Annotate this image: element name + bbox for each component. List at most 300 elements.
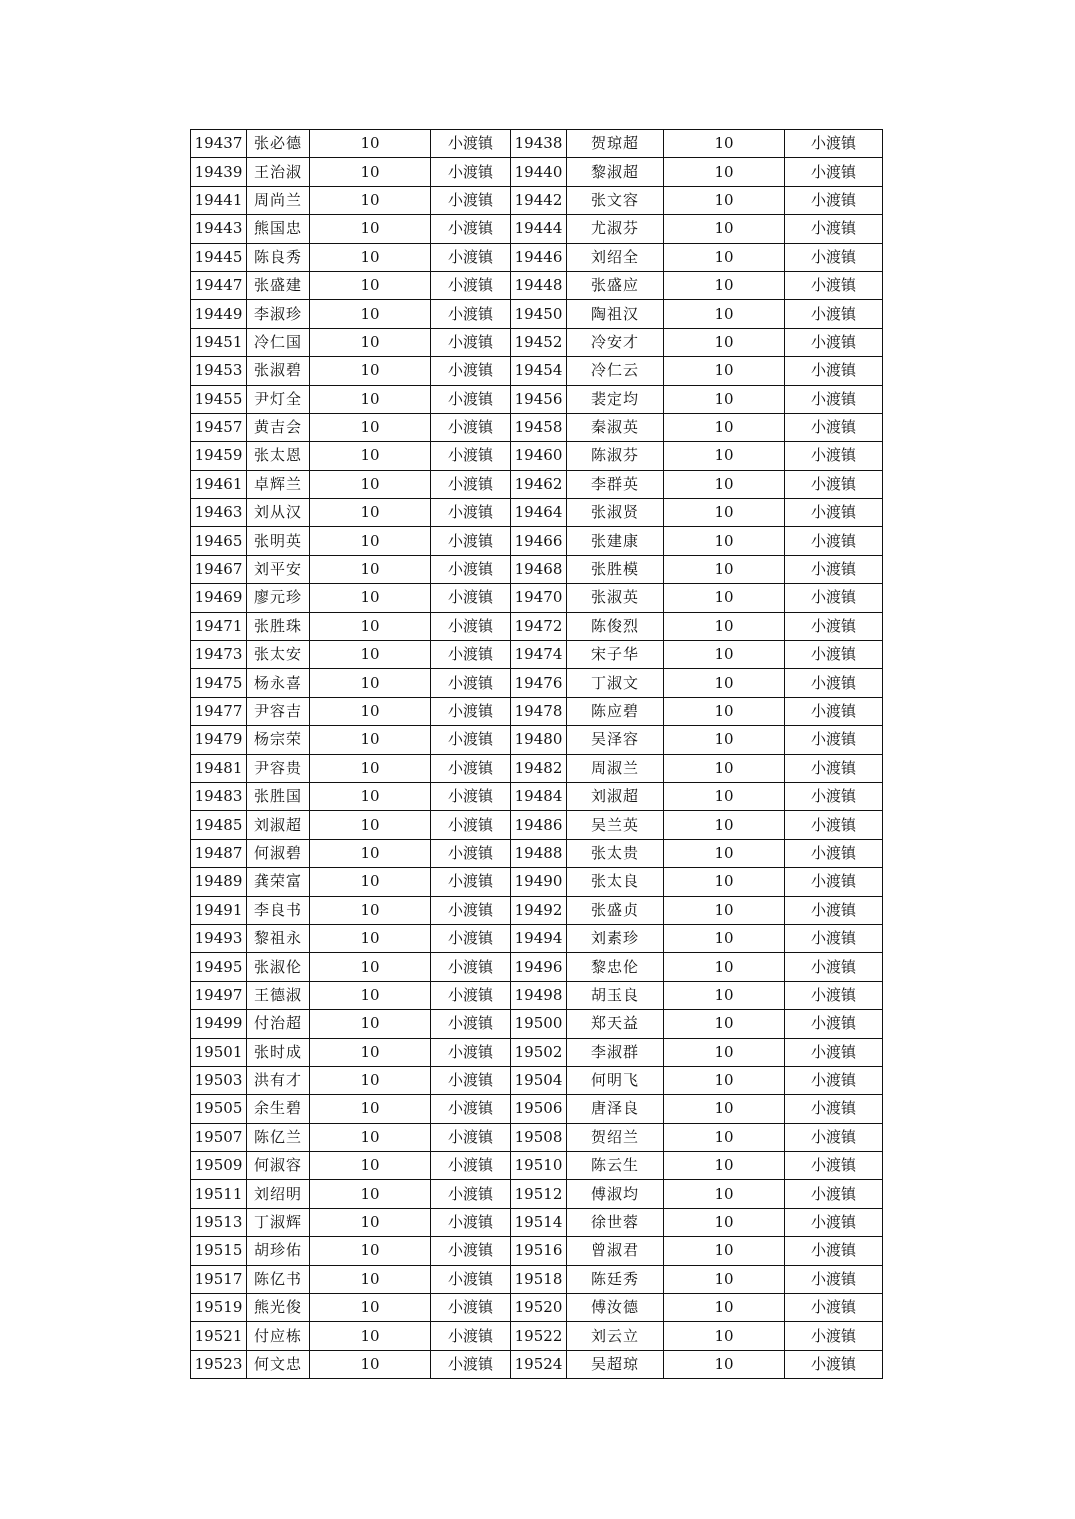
town-cell: 小渡镇 bbox=[431, 584, 511, 612]
amount-cell: 10 bbox=[310, 130, 431, 158]
id-cell: 19454 bbox=[511, 357, 567, 385]
id-cell: 19501 bbox=[191, 1038, 247, 1066]
name-cell: 张太恩 bbox=[247, 442, 310, 470]
name-cell: 黎淑超 bbox=[567, 158, 664, 186]
table-row bbox=[191, 839, 883, 867]
town-cell: 小渡镇 bbox=[431, 1265, 511, 1293]
amount-cell: 10 bbox=[310, 215, 431, 243]
amount-cell: 10 bbox=[310, 754, 431, 782]
id-cell: 19449 bbox=[191, 300, 247, 328]
amount-cell: 10 bbox=[310, 1294, 431, 1322]
name-cell: 周淑兰 bbox=[567, 754, 664, 782]
amount-cell: 10 bbox=[310, 385, 431, 413]
town-cell: 小渡镇 bbox=[785, 726, 883, 754]
table-row bbox=[191, 697, 883, 725]
id-cell: 19509 bbox=[191, 1152, 247, 1180]
town-cell: 小渡镇 bbox=[431, 1038, 511, 1066]
name-cell: 陈亿书 bbox=[247, 1265, 310, 1293]
town-cell: 小渡镇 bbox=[431, 470, 511, 498]
amount-cell: 10 bbox=[664, 1350, 785, 1378]
name-cell: 吴泽容 bbox=[567, 726, 664, 754]
town-cell: 小渡镇 bbox=[785, 1350, 883, 1378]
id-cell: 19457 bbox=[191, 413, 247, 441]
name-cell: 张太安 bbox=[247, 641, 310, 669]
amount-cell: 10 bbox=[310, 726, 431, 754]
id-cell: 19492 bbox=[511, 896, 567, 924]
table-row bbox=[191, 896, 883, 924]
id-cell: 19473 bbox=[191, 641, 247, 669]
amount-cell: 10 bbox=[310, 1322, 431, 1350]
name-cell: 李淑群 bbox=[567, 1038, 664, 1066]
table-row bbox=[191, 612, 883, 640]
town-cell: 小渡镇 bbox=[785, 527, 883, 555]
id-cell: 19489 bbox=[191, 868, 247, 896]
amount-cell: 10 bbox=[310, 981, 431, 1009]
name-cell: 冷仁云 bbox=[567, 357, 664, 385]
amount-cell: 10 bbox=[664, 300, 785, 328]
town-cell: 小渡镇 bbox=[785, 697, 883, 725]
name-cell: 廖元珍 bbox=[247, 584, 310, 612]
amount-cell: 10 bbox=[664, 555, 785, 583]
table-row bbox=[191, 981, 883, 1009]
table-row bbox=[191, 385, 883, 413]
table-row bbox=[191, 130, 883, 158]
id-cell: 19490 bbox=[511, 868, 567, 896]
town-cell: 小渡镇 bbox=[785, 186, 883, 214]
amount-cell: 10 bbox=[310, 641, 431, 669]
amount-cell: 10 bbox=[310, 328, 431, 356]
name-cell: 龚荣富 bbox=[247, 868, 310, 896]
name-cell: 王德淑 bbox=[247, 981, 310, 1009]
name-cell: 张太贵 bbox=[567, 839, 664, 867]
town-cell: 小渡镇 bbox=[431, 385, 511, 413]
table-row bbox=[191, 300, 883, 328]
id-cell: 19517 bbox=[191, 1265, 247, 1293]
id-cell: 19437 bbox=[191, 130, 247, 158]
name-cell: 刘绍明 bbox=[247, 1180, 310, 1208]
town-cell: 小渡镇 bbox=[785, 924, 883, 952]
name-cell: 陈淑芬 bbox=[567, 442, 664, 470]
table-row bbox=[191, 669, 883, 697]
name-cell: 何淑容 bbox=[247, 1152, 310, 1180]
id-cell: 19510 bbox=[511, 1152, 567, 1180]
town-cell: 小渡镇 bbox=[431, 811, 511, 839]
amount-cell: 10 bbox=[310, 442, 431, 470]
name-cell: 张胜模 bbox=[567, 555, 664, 583]
id-cell: 19463 bbox=[191, 499, 247, 527]
id-cell: 19503 bbox=[191, 1066, 247, 1094]
id-cell: 19446 bbox=[511, 243, 567, 271]
amount-cell: 10 bbox=[310, 499, 431, 527]
town-cell: 小渡镇 bbox=[785, 1152, 883, 1180]
id-cell: 19512 bbox=[511, 1180, 567, 1208]
town-cell: 小渡镇 bbox=[431, 555, 511, 583]
name-cell: 刘云立 bbox=[567, 1322, 664, 1350]
roster-table bbox=[190, 129, 883, 1379]
table-row bbox=[191, 271, 883, 299]
amount-cell: 10 bbox=[310, 243, 431, 271]
name-cell: 冷仁国 bbox=[247, 328, 310, 356]
amount-cell: 10 bbox=[310, 669, 431, 697]
id-cell: 19519 bbox=[191, 1294, 247, 1322]
table-row bbox=[191, 442, 883, 470]
id-cell: 19499 bbox=[191, 1010, 247, 1038]
town-cell: 小渡镇 bbox=[431, 1066, 511, 1094]
table-row bbox=[191, 527, 883, 555]
amount-cell: 10 bbox=[310, 697, 431, 725]
name-cell: 张盛贞 bbox=[567, 896, 664, 924]
town-cell: 小渡镇 bbox=[785, 1294, 883, 1322]
amount-cell: 10 bbox=[310, 1152, 431, 1180]
name-cell: 张建康 bbox=[567, 527, 664, 555]
town-cell: 小渡镇 bbox=[785, 243, 883, 271]
name-cell: 何明飞 bbox=[567, 1066, 664, 1094]
town-cell: 小渡镇 bbox=[785, 1123, 883, 1151]
town-cell: 小渡镇 bbox=[785, 555, 883, 583]
town-cell: 小渡镇 bbox=[431, 1123, 511, 1151]
name-cell: 黎祖永 bbox=[247, 924, 310, 952]
town-cell: 小渡镇 bbox=[431, 442, 511, 470]
name-cell: 吴超琼 bbox=[567, 1350, 664, 1378]
amount-cell: 10 bbox=[310, 811, 431, 839]
name-cell: 陈应碧 bbox=[567, 697, 664, 725]
id-cell: 19484 bbox=[511, 782, 567, 810]
table-row bbox=[191, 1265, 883, 1293]
table-row bbox=[191, 1322, 883, 1350]
id-cell: 19460 bbox=[511, 442, 567, 470]
town-cell: 小渡镇 bbox=[431, 924, 511, 952]
id-cell: 19451 bbox=[191, 328, 247, 356]
town-cell: 小渡镇 bbox=[785, 896, 883, 924]
amount-cell: 10 bbox=[664, 1095, 785, 1123]
town-cell: 小渡镇 bbox=[785, 641, 883, 669]
table-row bbox=[191, 1066, 883, 1094]
amount-cell: 10 bbox=[664, 1265, 785, 1293]
id-cell: 19476 bbox=[511, 669, 567, 697]
id-cell: 19444 bbox=[511, 215, 567, 243]
name-cell: 李群英 bbox=[567, 470, 664, 498]
name-cell: 刘淑超 bbox=[247, 811, 310, 839]
town-cell: 小渡镇 bbox=[785, 981, 883, 1009]
amount-cell: 10 bbox=[664, 1294, 785, 1322]
name-cell: 张明英 bbox=[247, 527, 310, 555]
name-cell: 刘淑超 bbox=[567, 782, 664, 810]
id-cell: 19479 bbox=[191, 726, 247, 754]
amount-cell: 10 bbox=[664, 470, 785, 498]
town-cell: 小渡镇 bbox=[431, 1152, 511, 1180]
amount-cell: 10 bbox=[664, 782, 785, 810]
town-cell: 小渡镇 bbox=[431, 413, 511, 441]
table-row bbox=[191, 158, 883, 186]
id-cell: 19440 bbox=[511, 158, 567, 186]
amount-cell: 10 bbox=[664, 868, 785, 896]
table-row bbox=[191, 186, 883, 214]
amount-cell: 10 bbox=[664, 1123, 785, 1151]
name-cell: 冷安才 bbox=[567, 328, 664, 356]
id-cell: 19448 bbox=[511, 271, 567, 299]
town-cell: 小渡镇 bbox=[431, 868, 511, 896]
name-cell: 杨宗荣 bbox=[247, 726, 310, 754]
town-cell: 小渡镇 bbox=[785, 612, 883, 640]
table-row bbox=[191, 413, 883, 441]
name-cell: 秦淑英 bbox=[567, 413, 664, 441]
amount-cell: 10 bbox=[310, 953, 431, 981]
id-cell: 19439 bbox=[191, 158, 247, 186]
id-cell: 19458 bbox=[511, 413, 567, 441]
id-cell: 19508 bbox=[511, 1123, 567, 1151]
amount-cell: 10 bbox=[310, 1180, 431, 1208]
name-cell: 熊光俊 bbox=[247, 1294, 310, 1322]
id-cell: 19480 bbox=[511, 726, 567, 754]
name-cell: 唐泽良 bbox=[567, 1095, 664, 1123]
name-cell: 张淑碧 bbox=[247, 357, 310, 385]
id-cell: 19504 bbox=[511, 1066, 567, 1094]
id-cell: 19496 bbox=[511, 953, 567, 981]
name-cell: 刘绍全 bbox=[567, 243, 664, 271]
amount-cell: 10 bbox=[310, 1095, 431, 1123]
id-cell: 19447 bbox=[191, 271, 247, 299]
id-cell: 19442 bbox=[511, 186, 567, 214]
table-row bbox=[191, 1350, 883, 1378]
id-cell: 19520 bbox=[511, 1294, 567, 1322]
amount-cell: 10 bbox=[310, 1265, 431, 1293]
id-cell: 19465 bbox=[191, 527, 247, 555]
town-cell: 小渡镇 bbox=[431, 1237, 511, 1265]
town-cell: 小渡镇 bbox=[785, 385, 883, 413]
id-cell: 19464 bbox=[511, 499, 567, 527]
table-row bbox=[191, 584, 883, 612]
name-cell: 尹灯全 bbox=[247, 385, 310, 413]
town-cell: 小渡镇 bbox=[431, 697, 511, 725]
table-row bbox=[191, 499, 883, 527]
name-cell: 张盛应 bbox=[567, 271, 664, 299]
id-cell: 19494 bbox=[511, 924, 567, 952]
town-cell: 小渡镇 bbox=[431, 669, 511, 697]
id-cell: 19488 bbox=[511, 839, 567, 867]
name-cell: 张胜国 bbox=[247, 782, 310, 810]
name-cell: 裴定均 bbox=[567, 385, 664, 413]
amount-cell: 10 bbox=[664, 1322, 785, 1350]
amount-cell: 10 bbox=[664, 754, 785, 782]
name-cell: 张时成 bbox=[247, 1038, 310, 1066]
name-cell: 傅汝德 bbox=[567, 1294, 664, 1322]
id-cell: 19513 bbox=[191, 1208, 247, 1236]
name-cell: 刘从汉 bbox=[247, 499, 310, 527]
table-row bbox=[191, 953, 883, 981]
amount-cell: 10 bbox=[664, 243, 785, 271]
town-cell: 小渡镇 bbox=[785, 839, 883, 867]
town-cell: 小渡镇 bbox=[431, 1010, 511, 1038]
table-row bbox=[191, 357, 883, 385]
table-row bbox=[191, 1038, 883, 1066]
name-cell: 胡玉良 bbox=[567, 981, 664, 1009]
id-cell: 19498 bbox=[511, 981, 567, 1009]
id-cell: 19456 bbox=[511, 385, 567, 413]
name-cell: 陶祖汉 bbox=[567, 300, 664, 328]
id-cell: 19472 bbox=[511, 612, 567, 640]
name-cell: 刘素珍 bbox=[567, 924, 664, 952]
name-cell: 贺绍兰 bbox=[567, 1123, 664, 1151]
town-cell: 小渡镇 bbox=[785, 1010, 883, 1038]
town-cell: 小渡镇 bbox=[785, 130, 883, 158]
amount-cell: 10 bbox=[664, 726, 785, 754]
town-cell: 小渡镇 bbox=[785, 868, 883, 896]
table-row bbox=[191, 470, 883, 498]
id-cell: 19505 bbox=[191, 1095, 247, 1123]
town-cell: 小渡镇 bbox=[785, 442, 883, 470]
amount-cell: 10 bbox=[310, 1066, 431, 1094]
amount-cell: 10 bbox=[664, 1152, 785, 1180]
table-row bbox=[191, 1010, 883, 1038]
amount-cell: 10 bbox=[310, 527, 431, 555]
name-cell: 杨永喜 bbox=[247, 669, 310, 697]
id-cell: 19507 bbox=[191, 1123, 247, 1151]
id-cell: 19455 bbox=[191, 385, 247, 413]
town-cell: 小渡镇 bbox=[431, 186, 511, 214]
id-cell: 19441 bbox=[191, 186, 247, 214]
id-cell: 19468 bbox=[511, 555, 567, 583]
id-cell: 19471 bbox=[191, 612, 247, 640]
name-cell: 尹容贵 bbox=[247, 754, 310, 782]
town-cell: 小渡镇 bbox=[431, 754, 511, 782]
name-cell: 张淑伦 bbox=[247, 953, 310, 981]
amount-cell: 10 bbox=[664, 953, 785, 981]
name-cell: 傅淑均 bbox=[567, 1180, 664, 1208]
amount-cell: 10 bbox=[310, 470, 431, 498]
town-cell: 小渡镇 bbox=[431, 641, 511, 669]
id-cell: 19493 bbox=[191, 924, 247, 952]
id-cell: 19485 bbox=[191, 811, 247, 839]
town-cell: 小渡镇 bbox=[431, 527, 511, 555]
amount-cell: 10 bbox=[664, 584, 785, 612]
town-cell: 小渡镇 bbox=[431, 1180, 511, 1208]
amount-cell: 10 bbox=[664, 669, 785, 697]
amount-cell: 10 bbox=[310, 1237, 431, 1265]
id-cell: 19516 bbox=[511, 1237, 567, 1265]
table-row bbox=[191, 1152, 883, 1180]
id-cell: 19515 bbox=[191, 1237, 247, 1265]
amount-cell: 10 bbox=[664, 158, 785, 186]
amount-cell: 10 bbox=[664, 215, 785, 243]
id-cell: 19445 bbox=[191, 243, 247, 271]
amount-cell: 10 bbox=[664, 896, 785, 924]
name-cell: 余生碧 bbox=[247, 1095, 310, 1123]
id-cell: 19459 bbox=[191, 442, 247, 470]
name-cell: 黎忠伦 bbox=[567, 953, 664, 981]
amount-cell: 10 bbox=[664, 328, 785, 356]
town-cell: 小渡镇 bbox=[785, 669, 883, 697]
name-cell: 尤淑芬 bbox=[567, 215, 664, 243]
town-cell: 小渡镇 bbox=[785, 413, 883, 441]
town-cell: 小渡镇 bbox=[431, 130, 511, 158]
amount-cell: 10 bbox=[664, 527, 785, 555]
name-cell: 张胜珠 bbox=[247, 612, 310, 640]
name-cell: 付应栋 bbox=[247, 1322, 310, 1350]
table-row bbox=[191, 215, 883, 243]
amount-cell: 10 bbox=[310, 924, 431, 952]
name-cell: 张淑英 bbox=[567, 584, 664, 612]
amount-cell: 10 bbox=[664, 1010, 785, 1038]
town-cell: 小渡镇 bbox=[785, 1237, 883, 1265]
id-cell: 19469 bbox=[191, 584, 247, 612]
amount-cell: 10 bbox=[310, 782, 431, 810]
town-cell: 小渡镇 bbox=[785, 158, 883, 186]
name-cell: 宋子华 bbox=[567, 641, 664, 669]
amount-cell: 10 bbox=[310, 186, 431, 214]
table-row bbox=[191, 243, 883, 271]
name-cell: 刘平安 bbox=[247, 555, 310, 583]
amount-cell: 10 bbox=[664, 1038, 785, 1066]
id-cell: 19518 bbox=[511, 1265, 567, 1293]
table-row bbox=[191, 782, 883, 810]
id-cell: 19482 bbox=[511, 754, 567, 782]
table-row bbox=[191, 1095, 883, 1123]
id-cell: 19478 bbox=[511, 697, 567, 725]
town-cell: 小渡镇 bbox=[785, 215, 883, 243]
id-cell: 19521 bbox=[191, 1322, 247, 1350]
town-cell: 小渡镇 bbox=[431, 726, 511, 754]
town-cell: 小渡镇 bbox=[431, 1095, 511, 1123]
name-cell: 贺琼超 bbox=[567, 130, 664, 158]
town-cell: 小渡镇 bbox=[785, 811, 883, 839]
name-cell: 熊国忠 bbox=[247, 215, 310, 243]
amount-cell: 10 bbox=[664, 357, 785, 385]
amount-cell: 10 bbox=[310, 1010, 431, 1038]
amount-cell: 10 bbox=[664, 811, 785, 839]
town-cell: 小渡镇 bbox=[785, 754, 883, 782]
table-row bbox=[191, 1180, 883, 1208]
name-cell: 张必德 bbox=[247, 130, 310, 158]
amount-cell: 10 bbox=[664, 271, 785, 299]
amount-cell: 10 bbox=[310, 300, 431, 328]
table-row bbox=[191, 754, 883, 782]
town-cell: 小渡镇 bbox=[785, 584, 883, 612]
id-cell: 19511 bbox=[191, 1180, 247, 1208]
id-cell: 19452 bbox=[511, 328, 567, 356]
town-cell: 小渡镇 bbox=[431, 782, 511, 810]
amount-cell: 10 bbox=[664, 641, 785, 669]
name-cell: 卓辉兰 bbox=[247, 470, 310, 498]
amount-cell: 10 bbox=[310, 555, 431, 583]
amount-cell: 10 bbox=[310, 612, 431, 640]
name-cell: 王治淑 bbox=[247, 158, 310, 186]
town-cell: 小渡镇 bbox=[785, 328, 883, 356]
town-cell: 小渡镇 bbox=[785, 499, 883, 527]
id-cell: 19481 bbox=[191, 754, 247, 782]
name-cell: 陈云生 bbox=[567, 1152, 664, 1180]
name-cell: 郑天益 bbox=[567, 1010, 664, 1038]
id-cell: 19522 bbox=[511, 1322, 567, 1350]
id-cell: 19475 bbox=[191, 669, 247, 697]
name-cell: 陈廷秀 bbox=[567, 1265, 664, 1293]
table-row bbox=[191, 1237, 883, 1265]
table-row bbox=[191, 641, 883, 669]
town-cell: 小渡镇 bbox=[785, 1322, 883, 1350]
amount-cell: 10 bbox=[310, 1350, 431, 1378]
id-cell: 19474 bbox=[511, 641, 567, 669]
name-cell: 张淑贤 bbox=[567, 499, 664, 527]
name-cell: 陈良秀 bbox=[247, 243, 310, 271]
town-cell: 小渡镇 bbox=[431, 1350, 511, 1378]
name-cell: 吴兰英 bbox=[567, 811, 664, 839]
id-cell: 19514 bbox=[511, 1208, 567, 1236]
id-cell: 19524 bbox=[511, 1350, 567, 1378]
town-cell: 小渡镇 bbox=[785, 271, 883, 299]
name-cell: 陈亿兰 bbox=[247, 1123, 310, 1151]
amount-cell: 10 bbox=[664, 442, 785, 470]
amount-cell: 10 bbox=[310, 357, 431, 385]
town-cell: 小渡镇 bbox=[785, 782, 883, 810]
